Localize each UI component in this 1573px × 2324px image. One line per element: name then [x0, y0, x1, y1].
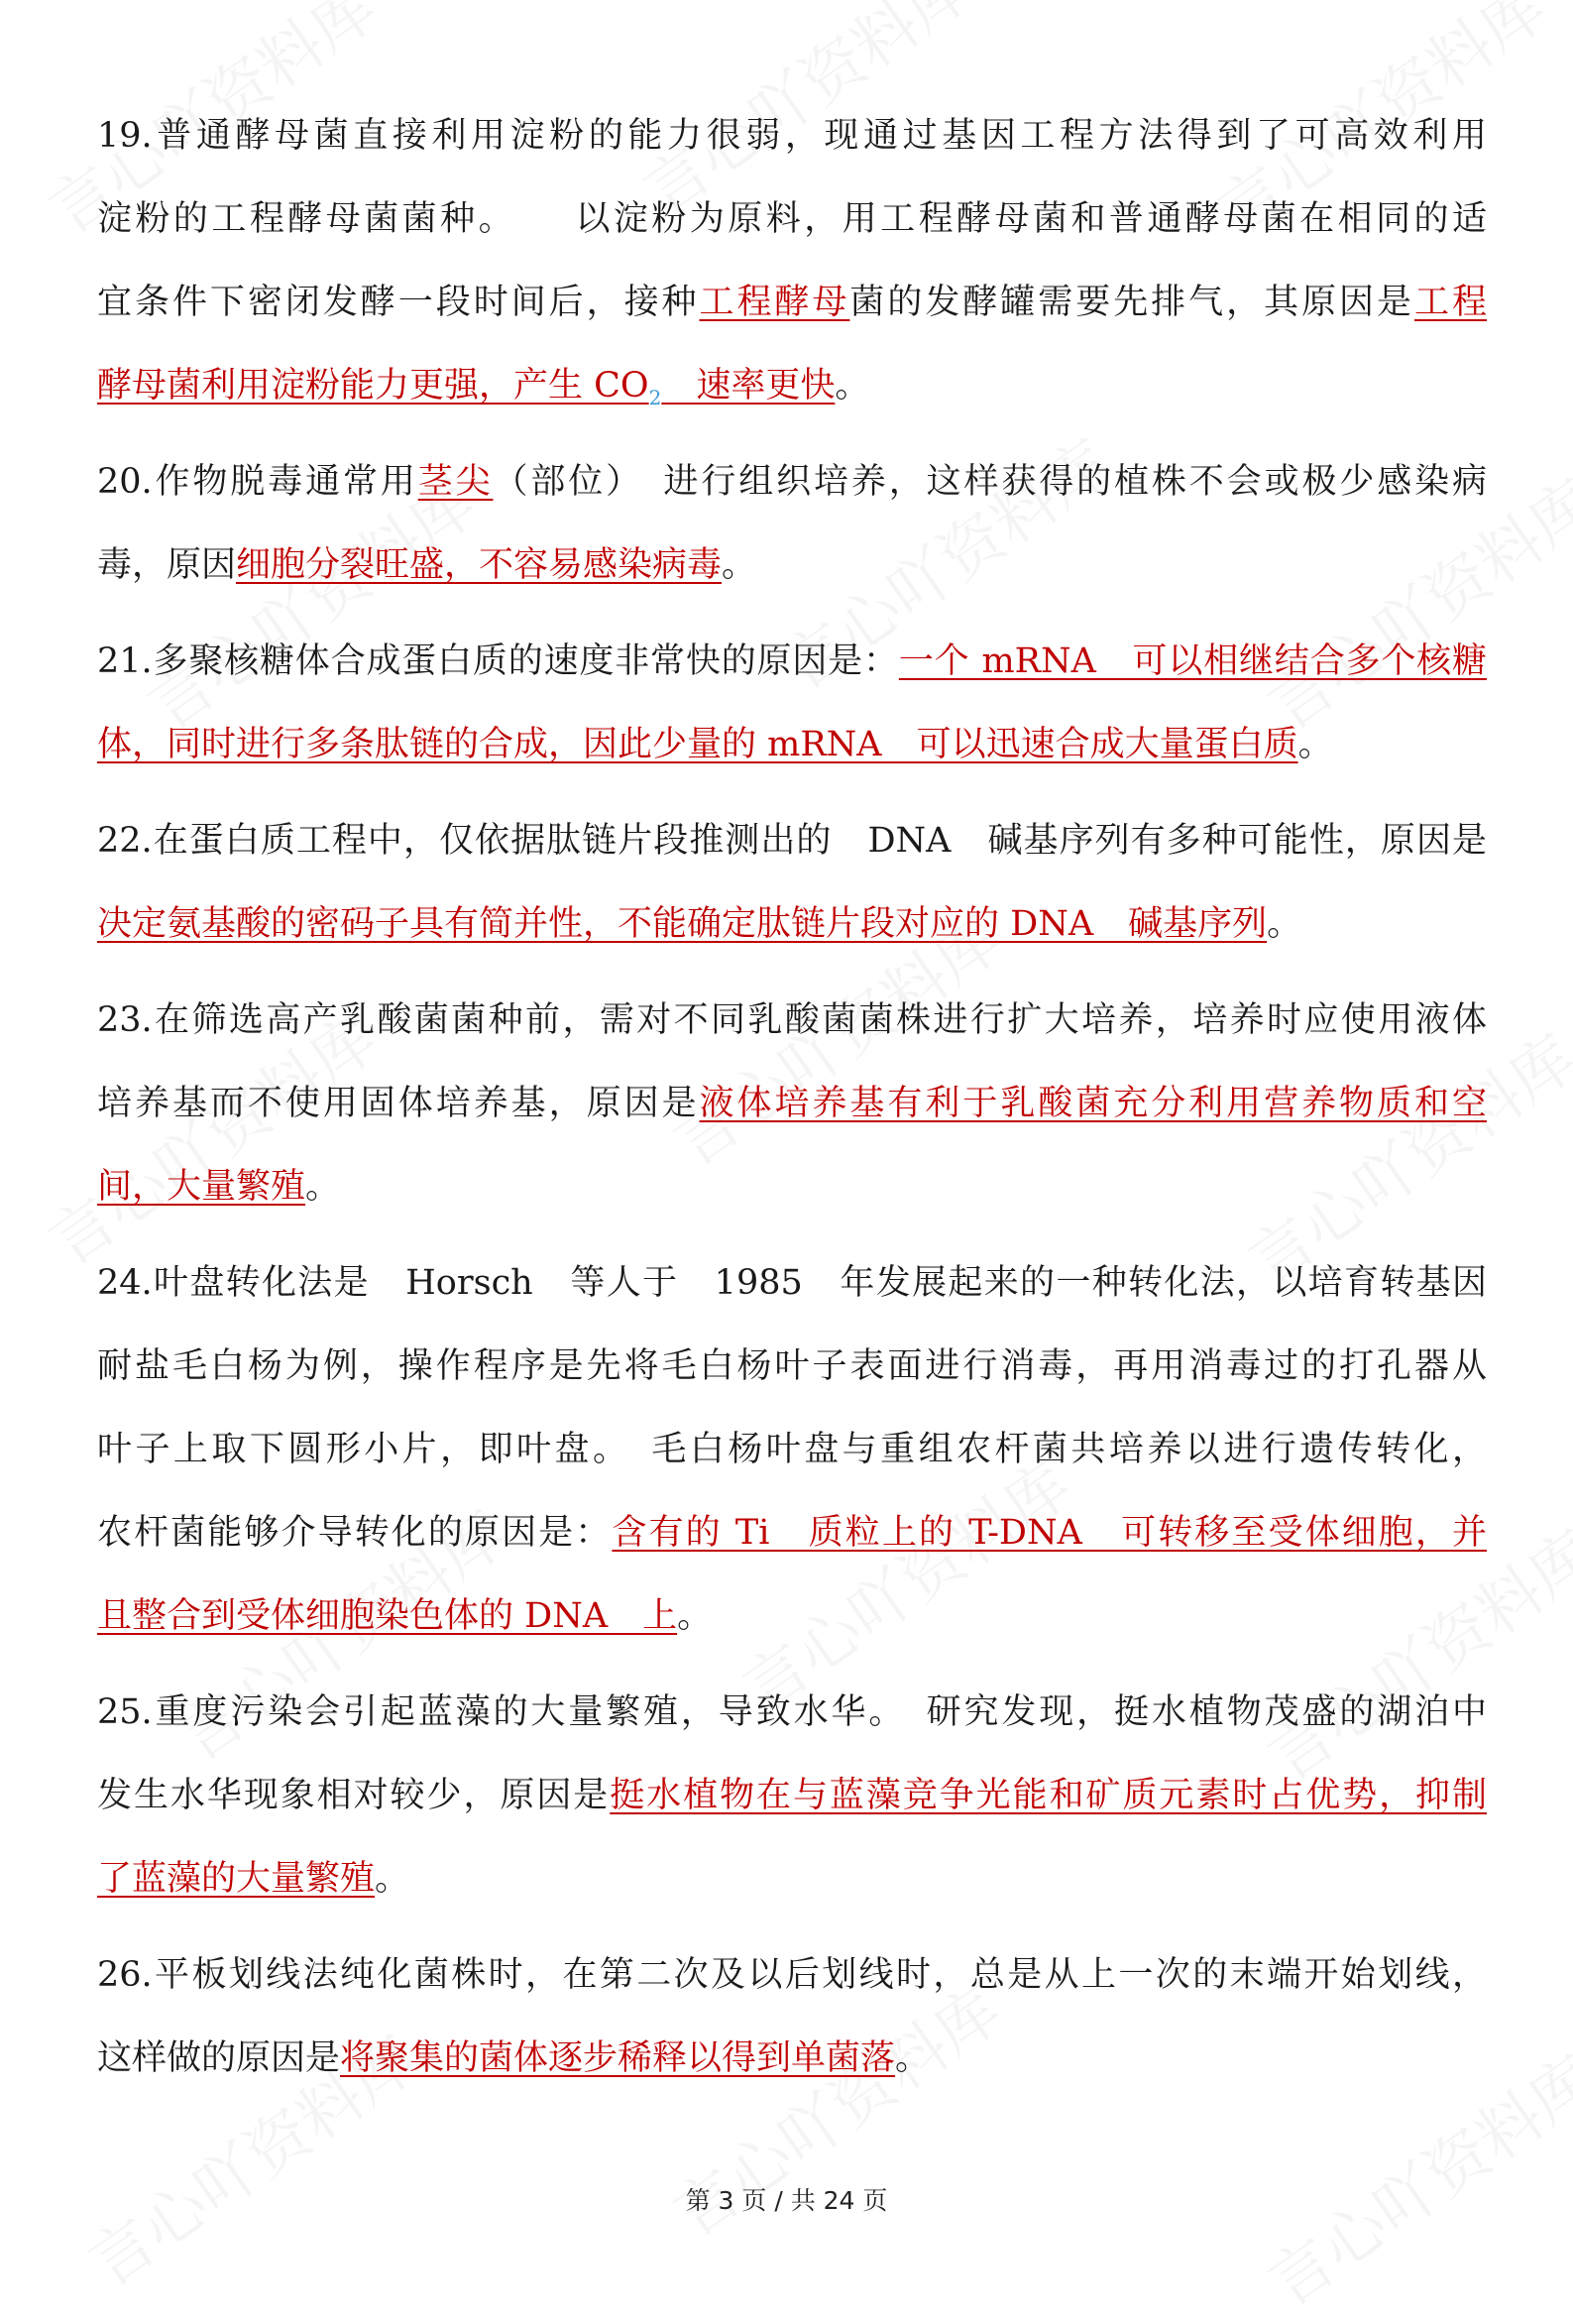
question-text: 26.平板划线法纯化菌株时，在第二次及以后划线时，总是从上一次的末端开始划线， — [97, 1955, 1487, 1995]
text-line — [97, 177, 1487, 261]
text-line — [97, 1325, 1487, 1408]
question-text: 22.在蛋白质工程中，仅依据肽链片段推测出的 DNA 碱基序列有多种可能性，原因是 — [97, 821, 1487, 861]
text-line — [97, 94, 1487, 177]
text-line — [97, 1837, 1487, 1920]
question-text: 19.普通酵母菌直接利用淀粉的能力很弱，现通过基因工程方法得到了可高效利用 — [97, 116, 1487, 156]
question-paragraph — [97, 620, 1487, 786]
answer-text: 将聚集的菌体逐步稀释以得到单菌落 — [340, 2038, 896, 2078]
text-line — [97, 261, 1487, 344]
answer-text: 酵母菌利用淀粉能力更强，产生 CO — [97, 366, 649, 406]
text-line — [97, 703, 1487, 786]
question-text: 菌的发酵罐需要先排气，其原因是 — [849, 283, 1414, 322]
answer-text: 含有的 Ti 质粒上的 T-DNA 可转移至受体细胞，并 — [612, 1513, 1487, 1553]
text-line — [97, 620, 1487, 703]
question-text: 24.叶盘转化法是 Horsch 等人于 1985 年发展起来的一种转化法，以培育转基因 — [97, 1263, 1487, 1303]
question-text: 。 — [1267, 904, 1302, 944]
text-line — [97, 523, 1487, 607]
document-body — [97, 94, 1487, 2113]
answer-text: 且整合到受体细胞染色体的 DNA 上 — [97, 1596, 678, 1636]
answer-text: 挺水植物在与蓝藻竞争光能和矿质元素时占优势，抑制 — [610, 1776, 1487, 1815]
answer-text: 工程酵母 — [699, 283, 850, 322]
question-text: 25.重度污染会引起蓝藻的大量繁殖，导致水华。 研究发现，挺水植物茂盛的湖泊中 — [97, 1692, 1487, 1732]
text-line — [97, 1671, 1487, 1754]
question-text: 耐盐毛白杨为例，操作程序是先将毛白杨叶子表面进行消毒，再用消毒过的打孔器从 — [97, 1346, 1487, 1386]
text-line — [97, 1241, 1487, 1325]
question-text: 培养基而不使用固体培养基，原因是 — [97, 1084, 700, 1123]
page-footer: 第 3 页 / 共 24 页 — [685, 2186, 888, 2215]
text-line — [97, 1491, 1487, 1574]
question-paragraph — [97, 799, 1487, 966]
question-text: 毒，原因 — [97, 545, 237, 585]
text-line — [97, 440, 1487, 523]
question-text: 淀粉的工程酵母菌菌种。 以淀粉为原料，用工程酵母菌和普通酵母菌在相同的适 — [97, 199, 1487, 239]
question-text: 23.在筛选高产乳酸菌菌种前，需对不同乳酸菌菌株进行扩大培养，培养时应使用液体 — [97, 1000, 1487, 1040]
answer-text: 体，同时进行多条肽链的合成，因此少量的 mRNA 可以迅速合成大量蛋白质 — [97, 725, 1298, 764]
question-text: 。 — [305, 1167, 341, 1207]
question-paragraph — [97, 1671, 1487, 1920]
text-line — [97, 2017, 1487, 2100]
answer-text: 细胞分裂旺盛，不容易感染病毒 — [236, 545, 723, 585]
question-text: 21.多聚核糖体合成蛋白质的速度非常快的原因是： — [97, 641, 899, 681]
question-text: 。 — [722, 545, 757, 585]
text-line — [97, 1408, 1487, 1491]
question-text: 宜条件下密闭发酵一段时间后，接种 — [97, 283, 700, 322]
question-text: 叶子上取下圆形小片，即叶盘。 毛白杨叶盘与重组农杆菌共培养以进行遗传转化， — [97, 1430, 1487, 1469]
question-text: 农杆菌能够介导转化的原因是： — [97, 1513, 613, 1553]
question-text: 。 — [1297, 725, 1333, 764]
answer-text: 决定氨基酸的密码子具有简并性，不能确定肽链片段对应的 DNA 碱基序列 — [97, 904, 1268, 944]
question-paragraph — [97, 94, 1487, 427]
answer-text: 工程 — [1413, 283, 1487, 322]
question-text: 。 — [895, 2038, 931, 2078]
question-text: 这样做的原因是 — [97, 2038, 341, 2078]
text-line — [97, 979, 1487, 1062]
text-line — [97, 1145, 1487, 1228]
answer-text: 一个 mRNA 可以相继结合多个核糖 — [898, 641, 1487, 681]
answer-text: 茎尖 — [417, 462, 494, 502]
question-text: （部位） 进行组织培养，这样获得的植株不会或极少感染病 — [493, 462, 1487, 502]
question-text: 20.作物脱毒通常用 — [97, 462, 418, 502]
question-paragraph — [97, 440, 1487, 607]
question-paragraph — [97, 979, 1487, 1228]
question-text: 。 — [677, 1596, 713, 1636]
text-line — [97, 1574, 1487, 1658]
subscript: 2 — [648, 386, 662, 409]
question-text: 。 — [835, 366, 870, 406]
question-text: 发生水华现象相对较少，原因是 — [97, 1776, 611, 1815]
text-line — [97, 882, 1487, 966]
question-paragraph — [97, 1933, 1487, 2100]
text-line — [97, 344, 1487, 427]
answer-text: 了蓝藻的大量繁殖 — [97, 1859, 376, 1899]
text-line — [97, 1754, 1487, 1837]
answer-text: 液体培养基有利于乳酸菌充分利用营养物质和空 — [699, 1084, 1487, 1123]
question-paragraph — [97, 1241, 1487, 1658]
text-line — [97, 1062, 1487, 1145]
question-text: 。 — [375, 1859, 410, 1899]
text-line — [97, 1933, 1487, 2017]
text-line — [97, 799, 1487, 882]
answer-text: 速率更快 — [661, 366, 836, 406]
answer-text: 间，大量繁殖 — [97, 1167, 306, 1207]
